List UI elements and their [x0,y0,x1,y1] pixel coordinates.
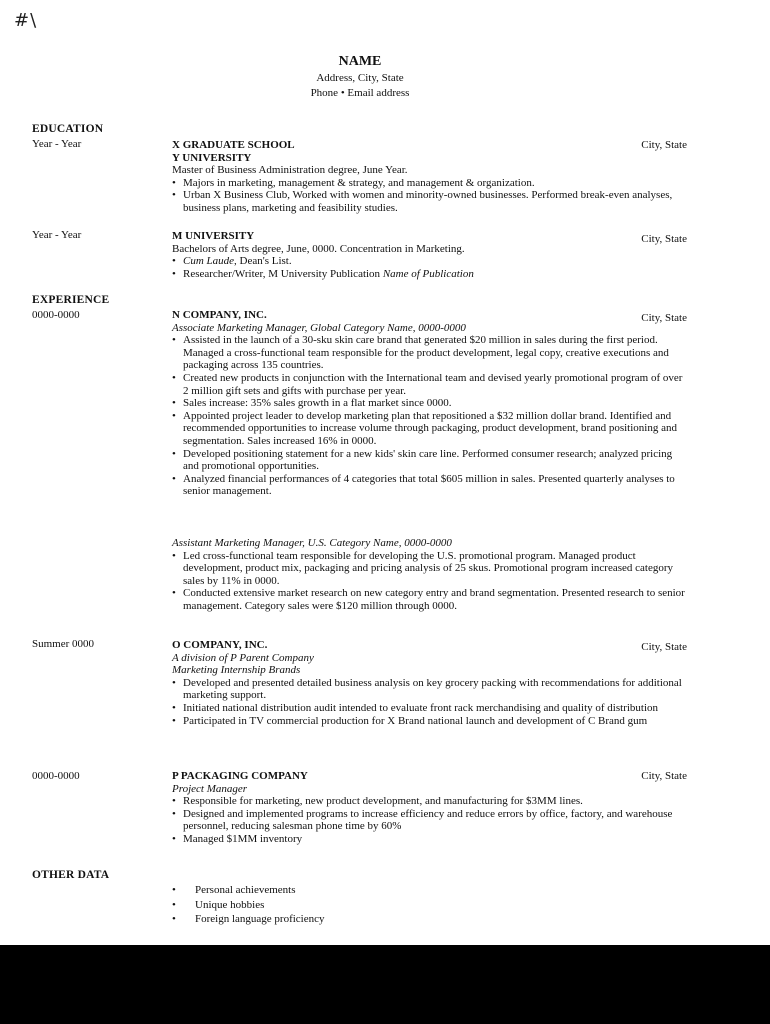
experience-entry-o-company [172,639,687,727]
scan-black-border [0,945,770,1024]
bullet-icon: • [172,913,176,925]
bullet-icon: • [172,334,176,347]
list-item: • Responsible for marketing, new product development, and manufacturing for $3MM lines. [172,795,583,808]
bullet-icon: • [172,397,176,410]
bullet-icon: • [172,267,176,280]
bullet-icon: • [172,472,176,485]
experience-date-n: 0000-0000 [32,309,80,321]
degree-line: Bachelors of Arts degree, June, 0000. Concentration in Marketing. [172,242,465,255]
list-item: • Led cross-functional team responsible for developing the U.S. promotional program. Managed product development, product mix, packaging and pricing analysis of 25 skus. Promotional program increased category sales by 11% in 0000. [172,549,673,587]
job-bullets [172,334,687,498]
list-item: • Assisted in the launch of a 30-sku skin care brand that generated $20 million in sales during the first period. Managed a cross-functional team responsible for the product development, legal copy, creative executions and packaging across 135 countries. [172,334,669,372]
list-item: • Analyzed financial performances of 4 categories that total $605 million in sales. Presented quarterly analyses to senior management. [172,472,675,498]
experience-entry-n-company [172,309,687,498]
job-title: Project Manager [172,782,248,795]
bullet-icon: • [172,409,176,422]
list-item: • Cum Laude, Dean's List. [172,255,292,268]
education-date-2: Year - Year [32,229,82,241]
job-title: Marketing Internship Brands [172,664,301,677]
university-name: Y UNIVERSITY [172,151,252,164]
list-item: • Personal achievements [172,884,296,896]
list-item: • Majors in marketing, management & strategy, and management & organization. [172,176,535,189]
list-item: • Urban X Business Club, Worked with women and minority-owned businesses. Performed break-even analyses, business plans, marketing and feasibility studies. [172,189,673,214]
applicant-name: NAME [338,54,382,69]
education-bullets [172,255,687,280]
experience-date-p: 0000-0000 [32,770,80,782]
company-location: City, State [641,312,687,324]
bullet-icon: • [172,255,176,268]
education-bullets [172,177,687,215]
list-item: • Developed positioning statement for a new kids' skin care line. Performed consumer research; analyzed pricing and promotional opportunities. [172,447,673,473]
list-item: • Participated in TV commercial production for X Brand national launch and development of C Brand gum [172,714,648,727]
job-bullets [172,677,687,727]
bullet-icon: • [172,371,176,384]
contact-line: Phone • Email address [310,87,410,99]
company-subtitle: A division of P Parent Company [172,651,314,664]
bullet-icon: • [172,807,176,820]
list-item: • Conducted extensive market research on new category entry and brand segmentation. Presented research to senior management. Category sales were $120 million through 0000. [172,587,685,612]
degree-line: Master of Business Administration degree, June Year. [172,164,408,177]
school-name: X GRADUATE SCHOOL [172,139,295,151]
bullet-icon: • [172,676,176,689]
education-entry-university [172,230,687,280]
bullet-icon: • [172,898,176,911]
handwritten-mark: #\ [14,10,38,31]
experience-date-o: Summer 0000 [32,638,95,650]
bullet-icon: • [172,714,176,727]
list-item: • Managed $1MM inventory [172,832,303,845]
school-location: City, State [641,233,687,245]
list-item: • Researcher/Writer, M University Publication Name of Publication [172,267,474,280]
experience-entry-n-company-assistant [172,537,687,613]
company-location: City, State [641,770,687,782]
resume-header [0,53,720,101]
list-item: • Designed and implemented programs to increase efficiency and reduce errors by office, factory, and warehouse personnel, reducing salesman phone time by 60% [172,807,673,833]
bullet-icon: • [172,832,176,845]
company-location: City, State [641,641,687,653]
other-data-list [172,883,325,927]
experience-entry-p-company [172,770,687,846]
bullet-icon: • [172,176,176,189]
job-bullets [172,795,687,845]
list-item: • Appointed project leader to develop marketing plan that repositioned a $32 million dollar brand. Identified and recommended opportunities to increase volume through packaging, product development, brand positioning and segmentation. Sales increased 16% in 0000. [172,409,677,447]
bullet-icon: • [172,549,176,562]
job-bullets [172,550,687,613]
bullet-icon: • [172,189,176,202]
company-name: P PACKAGING COMPANY [172,770,308,782]
bullet-icon: • [172,447,176,460]
list-item: • Created new products in conjunction with the International team and devised yearly promotional program of over 2 million gift sets and gifts with purchase per year. [172,371,683,397]
list-item: • Sales increase: 35% sales growth in a flat market since 0000. [172,397,452,410]
company-name: O COMPANY, INC. [172,639,268,651]
school-name: M UNIVERSITY [172,230,255,242]
list-item: • Initiated national distribution audit intended to evaluate front rack merchandising and quality of distribution [172,701,659,714]
list-item: • Foreign language proficiency [172,913,325,925]
list-item: • Unique hobbies [172,898,265,911]
address-line: Address, City, State [316,72,404,84]
job-title: Associate Marketing Manager, Global Category Name, 0000-0000 [172,321,466,334]
bullet-icon: • [172,795,176,808]
bullet-icon: • [172,587,176,600]
education-date-1: Year - Year [32,138,82,150]
job-title: Assistant Marketing Manager, U.S. Category Name, 0000-0000 [172,537,452,549]
school-location: City, State [641,139,687,151]
bullet-icon: • [172,701,176,714]
company-name: N COMPANY, INC. [172,309,267,321]
list-item: • Developed and presented detailed business analysis on key grocery packing with recommendations for additional marketing support. [172,676,682,702]
bullet-icon: • [172,884,176,896]
education-heading: EDUCATION [32,123,104,135]
other-data-heading: OTHER DATA [32,869,110,881]
education-entry-graduate [172,139,687,215]
experience-heading: EXPERIENCE [32,294,110,306]
